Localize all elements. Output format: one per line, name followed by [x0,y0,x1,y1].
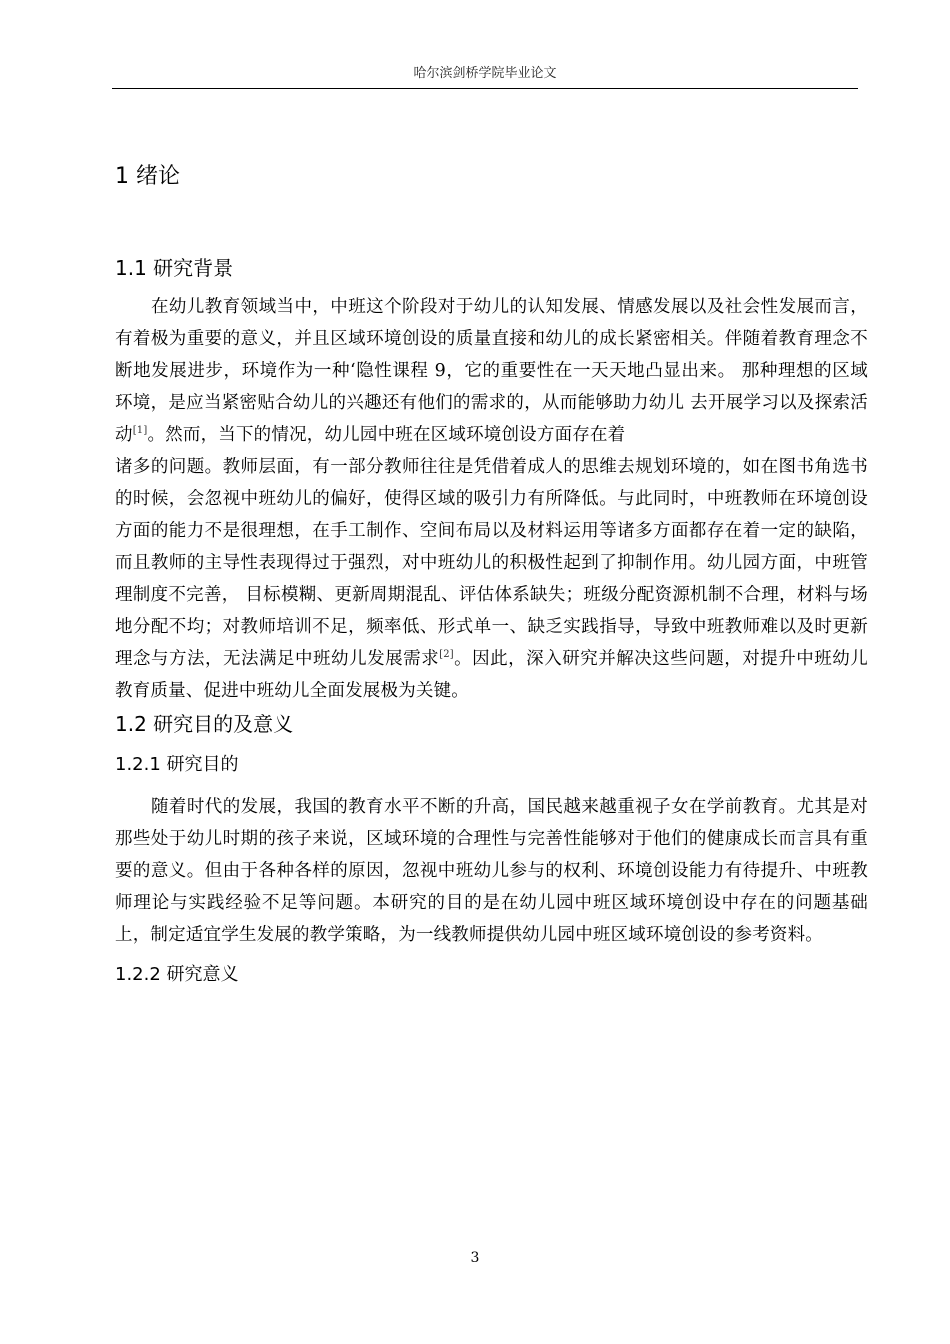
subsection-title-1-2-2: 1.2.2 研究意义 [115,964,239,985]
citation-marker: [1] [132,425,148,437]
document-body [115,155,868,1001]
paragraph-text: 在幼儿教育领域当中，中班这个阶段对于幼儿的认知发展、情感发展以及社会性发展而言，有着极为重要的意义，并且区域环境创设的质量直接和幼儿的成长紧密相关。伴随着教育理念不断地发展进步，环境作为一种‘隐性课程 9，它的重要性在一天天地凸显出来。 那种理想的区域环境，是应当紧密贴合幼儿的兴趣还有他们的需求的，从而能够助力幼儿 去开展学习以及探索活动 [115,297,868,445]
paragraph-text: 。然而，当下的情况，幼儿园中班在区域环境创设方面存在着 [147,425,626,445]
citation-marker: [2] [439,649,454,661]
subsection-title-1-2-1: 1.2.1 研究目的 [115,754,239,775]
page-header: 哈尔滨剑桥学院毕业论文 [413,66,557,81]
header-divider [112,88,858,89]
section-title-1-2: 1.2 研究目的及意义 [115,712,294,736]
page-number: 3 [470,1250,480,1266]
paragraph-text: 诸多的问题。教师层面，有一部分教师往往是凭借着成人的思维去规划环境的，如在图书角选书的时候，会忽视中班幼儿的偏好，使得区域的吸引力有所降低。与此同时，中班教师在环境创设方面的能力不是很理想，在手工制作、空间布局以及材料运用等诸多方面都存在着一定的缺陷，而且教师的主导性表现得过于强烈，对中班幼儿的积极性起到了抑制作用。幼儿园方面，中班管理制度不完善， 目标模糊、更新周期混乱、评估体系缺失；班级分配资源机制不合理，材料与场地分配不均；对教师培训不足，频率低、形式单一、缺乏实践指导，导致中班教师难以及时更新理念与方法，无法满足中班幼儿发展需求 [115,457,868,669]
paragraph-text: 。因此，深入研究并解决这些问题，对提升中班幼儿教育质量、促进中班幼儿全面发展极为关键。 [115,649,868,701]
chapter-title: 1 绪论 [115,164,180,189]
background-paragraph-1 [115,291,868,451]
background-paragraph-2 [115,451,868,707]
purpose-paragraph: 随着时代的发展，我国的教育水平不断的升高，国民越来越重视子女在学前教育。尤其是对那些处于幼儿时期的孩子来说，区域环境的合理性与完善性能够对于他们的健康成长而言具有重要的意义。但由于各种各样的原因，忽视中班幼儿参与的权利、环境创设能力有待提升、中班教师理论与实践经验不足等问题。本研究的目的是在幼儿园中班区域环境创设中存在的问题基础上，制定适宜学生发展的教学策略，为一线教师提供幼儿园中班区域环境创设的参考资料。 [115,797,868,945]
section-title-1-1: 1.1 研究背景 [115,256,234,280]
